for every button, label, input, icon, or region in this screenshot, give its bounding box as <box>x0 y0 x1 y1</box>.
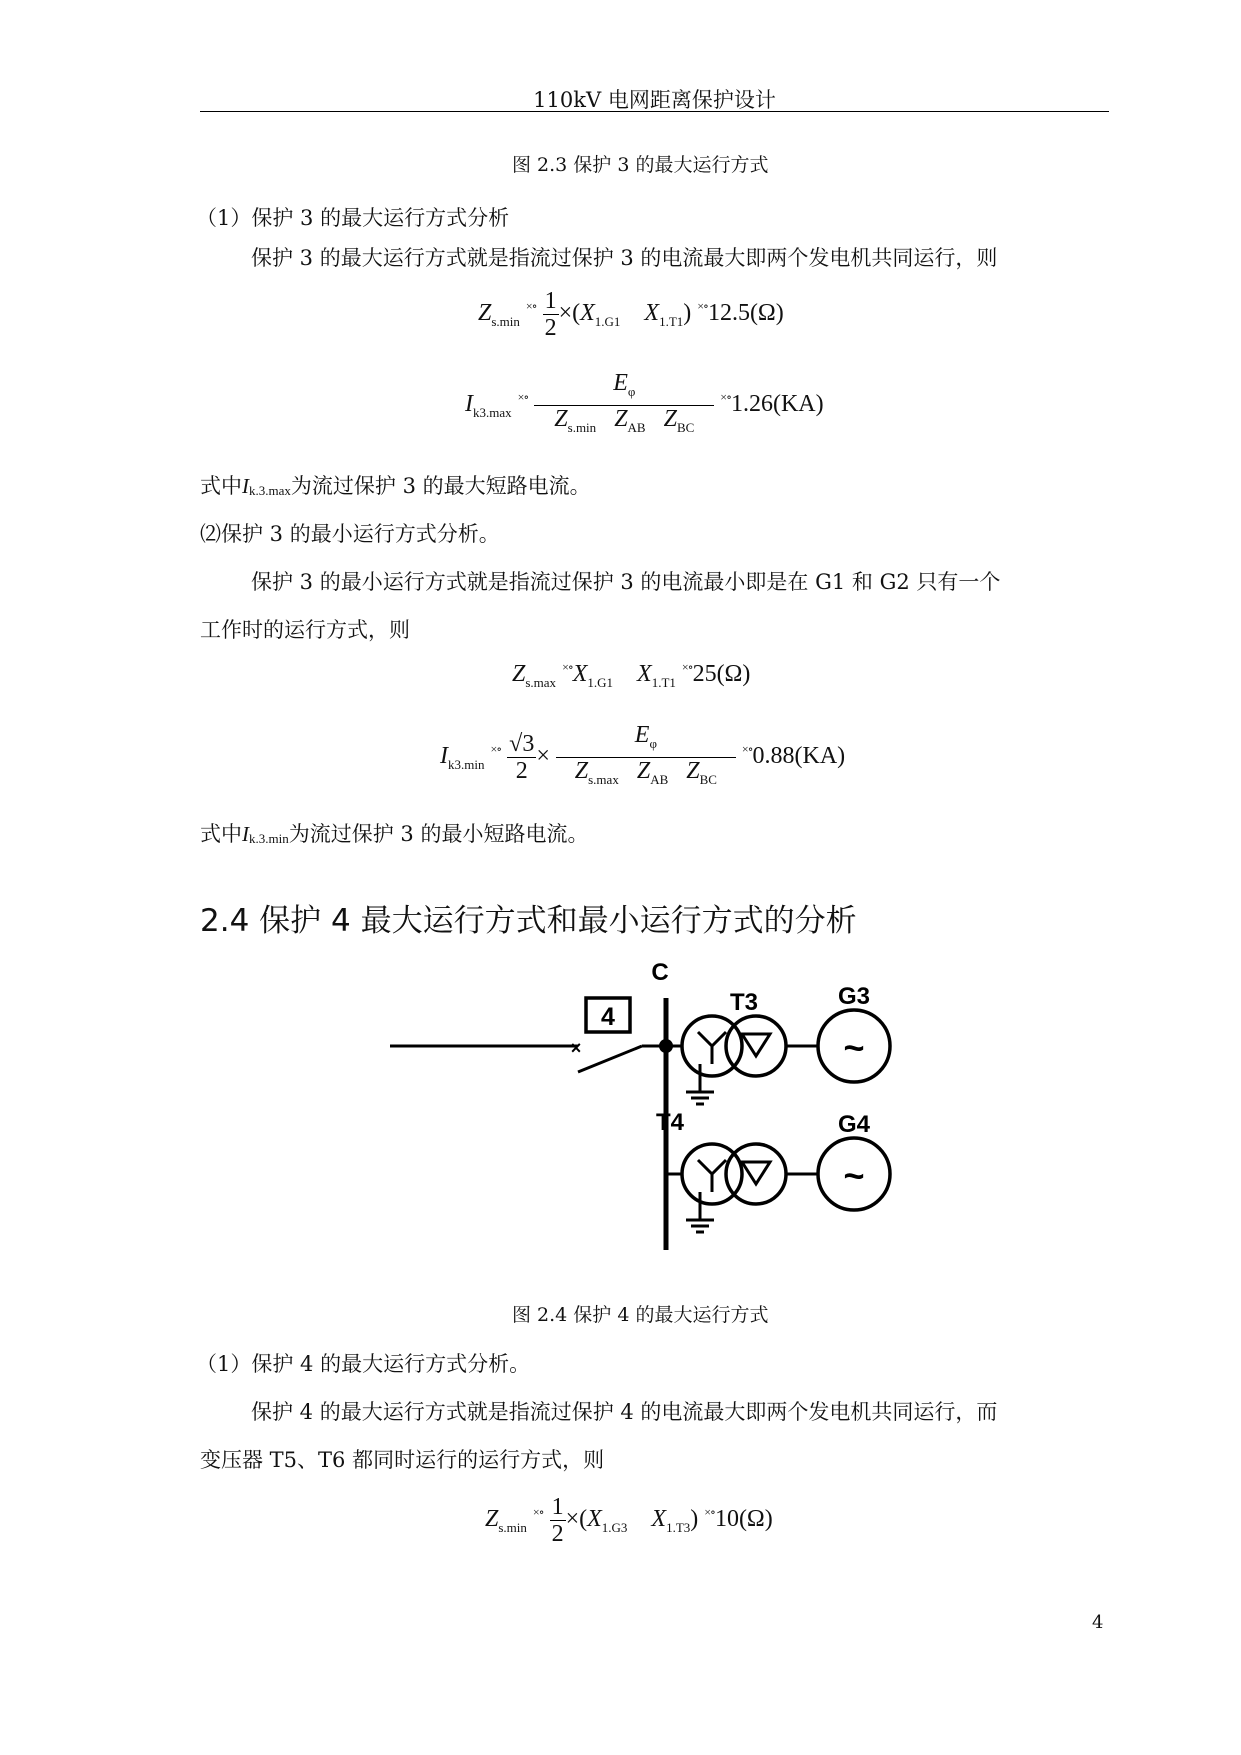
t4-wye-symbol-icon <box>698 1160 726 1192</box>
figure-2-3-caption: 图 2.3 保护 3 的最大运行方式 <box>512 154 769 176</box>
section-2-paragraph-line-2: 工作时的运行方式，则 <box>200 618 410 642</box>
equation-ik3-max: $I_{k3.max}$ ×∘ $\frac{E_\varphi}{Z_{s.min} Z_{AB} Z_{BC}}$ ×∘1.26(KA) <box>465 370 824 435</box>
section-3-paragraph-line-2: 变压器 T5、T6 都同时运行的运行方式，则 <box>200 1448 605 1472</box>
equation-note-2: 式中$I_{k.3.min}$为流过保护 3 的最小短路电流。 <box>200 822 589 846</box>
section-3-paragraph-line-1: 保护 4 的最大运行方式就是指流过保护 4 的电流最大即两个发电机共同运行，而 <box>251 1400 998 1424</box>
g3-label: G3 <box>837 983 871 1010</box>
section-3-heading: （1）保护 4 的最大运行方式分析。 <box>196 1352 531 1376</box>
t3-delta-symbol-icon <box>742 1034 770 1056</box>
switch-blade <box>578 1046 642 1072</box>
section-2-4-heading: 2.4 保护 4 最大运行方式和最小运行方式的分析 <box>200 903 857 939</box>
g4-label: G4 <box>837 1111 871 1138</box>
section-1-paragraph: 保护 3 的最大运行方式就是指流过保护 3 的电流最大即两个发电机共同运行，则 <box>251 246 998 270</box>
t3-delta-winding-icon <box>726 1016 786 1076</box>
equation-zs-min-protection-4: $Z_{s.min}$ ×∘ $\frac{1}{2}$ $\times(X_{1.G3}$ $X_{1.T3}$) ×∘10(Ω) <box>485 1494 773 1547</box>
breaker-mark-icon: × <box>570 1038 582 1058</box>
section-1-heading: （1）保护 3 的最大运行方式分析 <box>196 206 510 230</box>
header-rule <box>200 111 1109 112</box>
bus-c-label: C <box>651 959 669 986</box>
page-number: 4 <box>1092 1612 1104 1633</box>
equation-zs-max: $Z_{s.max}$ $^{\times\circ}X_{1.G1}$ $X_{1.T1}$ ×∘25(Ω) <box>512 660 751 690</box>
relay-label: 4 <box>601 1003 615 1031</box>
figure-2-4-caption: 图 2.4 保护 4 的最大运行方式 <box>512 1304 769 1326</box>
t4-label: T4 <box>655 1109 685 1136</box>
t4-delta-winding-icon <box>726 1144 786 1204</box>
protection-4-circuit-diagram <box>380 950 940 1270</box>
g4-ac-symbol: ~ <box>843 1155 865 1196</box>
t3-wye-symbol-icon <box>698 1032 726 1064</box>
t4-delta-symbol-icon <box>742 1162 770 1184</box>
t3-label: T3 <box>729 989 759 1016</box>
equation-ik3-min: $I_{k3.min}$ ×∘ $\frac{√3}{2}$ × $\frac{E_\varphi}{Z_{s.max} Z_{AB} Z_{BC}}$ ×∘0.88(KA) <box>440 722 846 787</box>
section-2-heading: ⑵保护 3 的最小运行方式分析。 <box>200 522 500 546</box>
section-2-paragraph-line-1: 保护 3 的最小运行方式就是指流过保护 3 的电流最小即是在 G1 和 G2 只有一个 <box>251 570 1001 594</box>
equation-zs-min: $Z_{s.min}$ ×∘ $\frac{1}{2}$ $\times(X_{1.G1}$ $X_{1.T1}$) ×∘12.5(Ω) <box>478 288 784 341</box>
page-header-title: 110kV 电网距离保护设计 <box>533 88 776 112</box>
equation-note-1: 式中$I_{k.3.max}$为流过保护 3 的最大短路电流。 <box>200 474 591 498</box>
g3-ac-symbol: ~ <box>843 1027 865 1068</box>
